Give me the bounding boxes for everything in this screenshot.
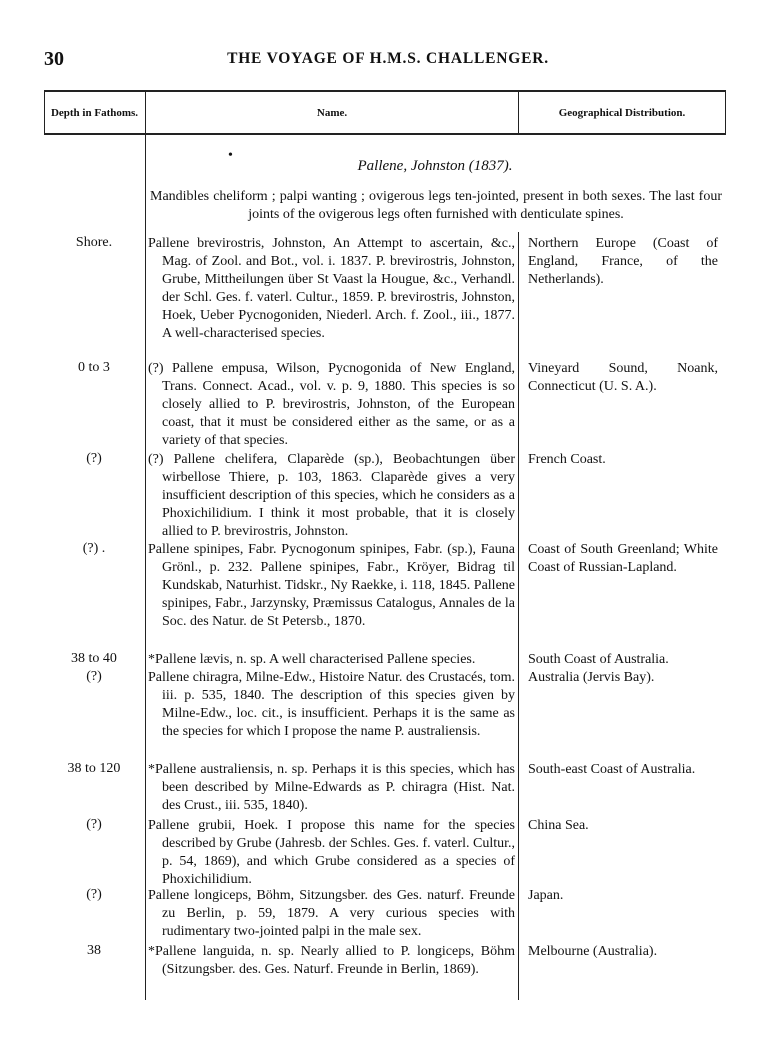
distribution-value: Australia (Jervis Bay). (528, 670, 655, 685)
column-divider-name-body (518, 232, 519, 1000)
depth-value: (?) (86, 451, 102, 466)
distribution-value: French Coast. (528, 452, 606, 467)
species-entry: Pallene grubii, Hoek. I propose this name for the species described by Grube (Jahresb. der Schles. Ges. f. vaterl. Cultur., p. 54, 1869), and which Grube considered as a species of Phoxichilidium. (148, 818, 516, 888)
running-title: THE VOYAGE OF H.M.S. CHALLENGER. (227, 50, 549, 67)
column-divider-depth (145, 90, 146, 1000)
species-entry: *Pallene languida, n. sp. Nearly allied to P. longiceps, Böhm (Sitzungsber. des. Ges. Naturf. Freunde in Berlin, 1869). (148, 944, 515, 978)
table-top-rule (44, 90, 726, 92)
depth-value: (?) (86, 887, 102, 902)
genus-heading: Pallene, Johnston (1837). (357, 158, 513, 174)
column-heading-name: Name. (316, 107, 348, 119)
species-entry: Pallene spinipes, Fabr. Pycnogonum spinipes, Fabr. (sp.), Fauna Grönl., p. 232. Pallene spinipes, Fabr., Kröyer, Bidrag til Kundskab, Naturhist. Tidskr., Ny Raekke, i. 118, 1845. Pallene spinipes, Fabr., Jarzynsky, Præmissus Catalogus, Annales de la Soc. des Natur. de St Petersb., 1870. (148, 542, 515, 630)
depth-value: (?) (86, 817, 102, 832)
depth-value: 38 to 40 (71, 651, 117, 666)
distribution-value: South-east Coast of Australia. (528, 762, 696, 777)
species-entry: Pallene brevirostris, Johnston, An Attempt to ascertain, &c., Mag. of Zool. and Bot., vol. i. 1837. P. brevirostris, Johnston, Grube, Mittheilungen über St Vaast la Hougue, &c., Verhandl. der Schl. Ges. f. vaterl. Cultur., 1859. P. brevirostris, Johnston, Hoek, Ueber Pycnogoniden, Niederl. Arch. f. Zool., iii., 1877. A well-characterised species. (148, 236, 515, 342)
distribution-value: China Sea. (528, 818, 589, 833)
column-heading-distribution: Geographical Distribution. (558, 107, 686, 119)
stray-mark: • (228, 148, 233, 163)
species-entry: (?) Pallene chelifera, Claparède (sp.), Beobachtungen über wirbellose Thiere, p. 103, 1863. Claparède gives a very insufficient description of this species, which he considers as a Phoxichilidium. I think it most probable, that it is closely allied to P. brevirostris, Johnston. (148, 452, 515, 540)
distribution-value: South Coast of Australia. (528, 652, 669, 667)
depth-value: 38 (87, 943, 101, 958)
distribution-value: Coast of South Greenland; White Coast of Russian-Lapland. (528, 542, 718, 576)
species-entry: (?) Pallene empusa, Wilson, Pycnogonida of New England, Trans. Connect. Acad., vol. v. p. 9, 1880. This species is so closely allied to P. brevirostris, Johnston, of the European coast, that it must be considered either as the same, or as a variety of that species. (148, 361, 515, 449)
distribution-value: Northern Europe (Coast of England, France, of the Netherlands). (528, 236, 718, 288)
genus-description: Mandibles cheliform ; palpi wanting ; ovigerous legs ten-jointed, present in both sexes. The last four joints of the ovigerous legs often furnished with denticulate spines. (150, 189, 722, 222)
depth-value: (?) (86, 669, 102, 684)
species-entry: Pallene chiragra, Milne-Edw., Histoire Natur. des Crustacés, tom. iii. p. 535, 1840. The description of this species given by Milne-Edw., loc. cit., is insufficient. Perhaps it is the same as the species for which I propose the name P. australiensis. (148, 670, 515, 740)
depth-value: 0 to 3 (78, 360, 110, 375)
depth-value: Shore. (75, 235, 113, 250)
species-entry: *Pallene lævis, n. sp. A well characterised Pallene species. (148, 652, 476, 667)
depth-value: (?) . (82, 541, 106, 556)
distribution-value: Japan. (528, 888, 564, 903)
depth-value: 38 to 120 (67, 761, 121, 776)
distribution-value: Melbourne (Australia). (528, 944, 658, 959)
table-header-rule (44, 133, 726, 135)
table-right-border (725, 90, 726, 134)
column-heading-depth: Depth in Fathoms. (50, 107, 139, 119)
species-entry: Pallene longiceps, Böhm, Sitzungsber. des Ges. naturf. Freunde zu Berlin, p. 59, 1879. A very curious species with rudimentary two-jointed palpi in the male sex. (148, 888, 515, 940)
species-entry: *Pallene australiensis, n. sp. Perhaps it is this species, which has been described by Milne-Edwards as P. chiragra (Hist. Nat. des Crust., iii. 535, 1840). (148, 762, 515, 814)
page-number: 30 (44, 48, 64, 70)
distribution-value: Vineyard Sound, Noank, Connecticut (U. S. A.). (528, 361, 718, 395)
